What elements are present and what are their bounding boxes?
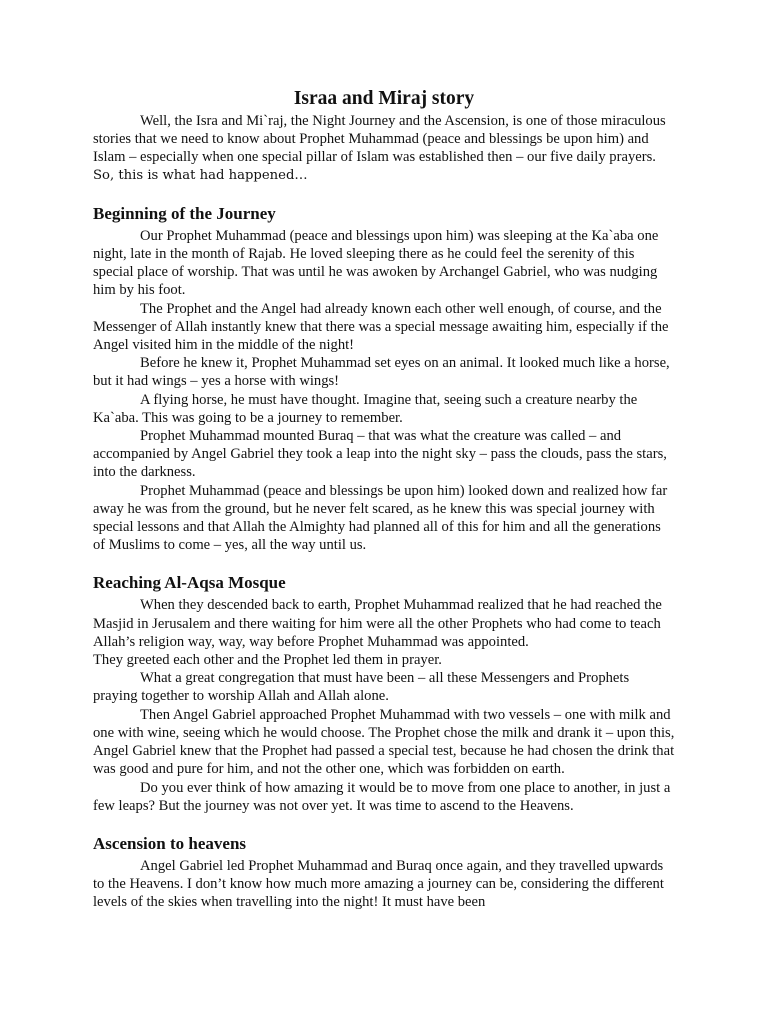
paragraph: Prophet Muhammad (peace and blessings be upon him) looked down and realized how far away he was from the ground, but he never felt scared, as he knew this was special journey with special lessons and that Allah the Almighty had planned all of this for him and all the generations of Muslims to come – yes, all the way until us. xyxy=(93,482,668,554)
paragraph: They greeted each other and the Prophet led them in prayer. xyxy=(93,652,442,669)
document-title: Israa and Miraj story xyxy=(293,88,475,109)
paragraph: Do you ever think of how amazing it would be to move from one place to another, in just a few leaps? But the journey was not over yet. It was time to ascend to the Heavens. xyxy=(93,779,671,814)
paragraph: Before he knew it, Prophet Muhammad set eyes on an animal. It looked much like a horse, but it had wings – yes a horse with wings! xyxy=(93,355,670,390)
paragraph: What a great congregation that must have been – all these Messengers and Prophets praying together to worship Allah and Allah alone. xyxy=(93,670,630,705)
paragraph: A flying horse, he must have thought. Imagine that, seeing such a creature nearby the Ka`aba. This was going to be a journey to remember. xyxy=(93,391,638,426)
paragraph: Angel Gabriel led Prophet Muhammad and Buraq once again, and they travelled upwards to the Heavens. I don’t know how much more amazing a journey can be, considering the different levels of the skies when travelling into the night! It must have been xyxy=(93,857,664,911)
paragraph: When they descended back to earth, Prophet Muhammad realized that he had reached the Masjid in Jerusalem and there waiting for him were all the other Prophets who had come to teach Allah’s religion way, way, way before Prophet Muhammad was appointed. xyxy=(93,597,662,650)
section-heading-al-aqsa: Reaching Al-Aqsa Mosque xyxy=(93,573,286,593)
section-heading-ascension: Ascension to heavens xyxy=(93,833,247,853)
paragraph: Then Angel Gabriel approached Prophet Muhammad with two vessels – one with milk and one with wine, seeing which he would choose. The Prophet chose the milk and drank it – upon this, Angel Gabriel knew that the Prophet had passed a special test, because he had chosen the drink that was good and pure for him, and not the other one, which was forbidden on earth. xyxy=(93,706,675,778)
section-heading-beginning: Beginning of the Journey xyxy=(93,203,276,223)
intro-paragraph: Well, the Isra and Mi`raj, the Night Journey and the Ascension, is one of those miraculous stories that we need to know about Prophet Muhammad (peace and blessings be upon him) and Islam – especially when one special pillar of Islam was established then – our five daily prayers. xyxy=(93,113,666,166)
paragraph: Our Prophet Muhammad (peace and blessings upon him) was sleeping at the Ka`aba one night, late in the month of Rajab. He loved sleeping there as he could feel the serenity of this special place of worship. That was until he was awoken by Archangel Gabriel, who was nudging him by his foot. xyxy=(93,227,659,299)
intro-line: So, this is what had happened… xyxy=(93,167,308,183)
paragraph: Prophet Muhammad mounted Buraq – that was what the creature was called – and accompanied by Angel Gabriel they took a leap into the night sky – pass the clouds, pass the stars, into the darkness. xyxy=(93,428,667,481)
document-page xyxy=(93,86,675,912)
paragraph: The Prophet and the Angel had already known each other well enough, of course, and the Messenger of Allah instantly knew that there was a special message awaiting him, especially if the Angel visited him in the middle of the night! xyxy=(93,300,669,354)
